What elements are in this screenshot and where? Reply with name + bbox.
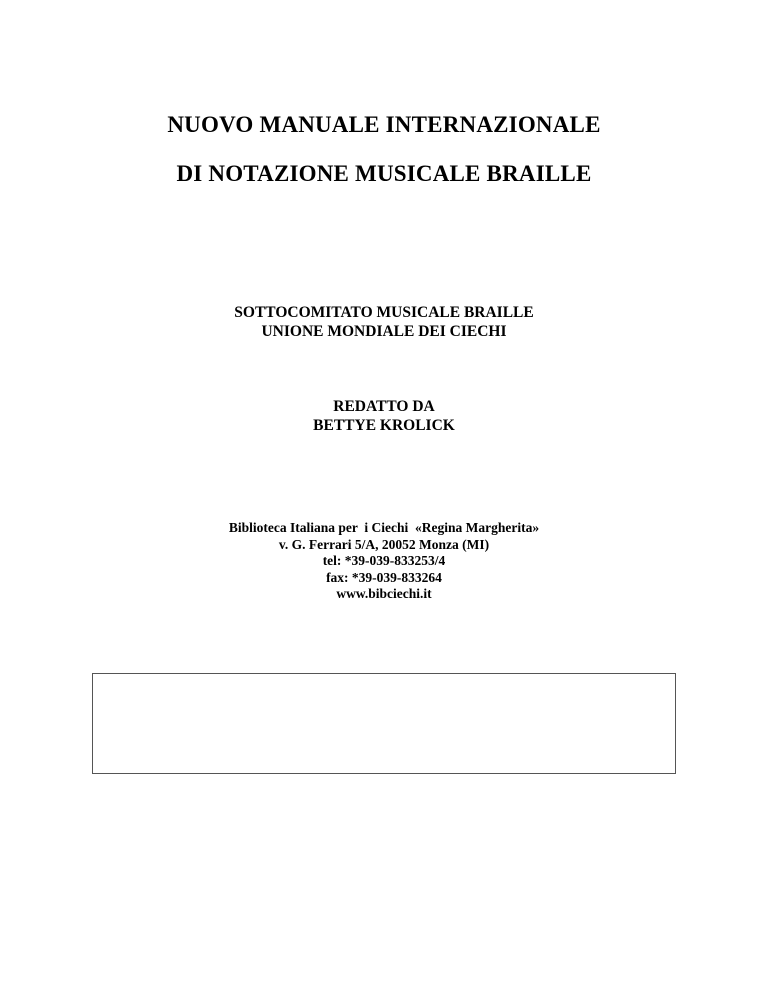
editor-block	[0, 397, 768, 435]
publisher-name: Biblioteca Italiana per i Ciechi «Regina Margherita»	[228, 520, 540, 535]
empty-bordered-box	[92, 673, 676, 774]
publisher-block	[0, 520, 768, 603]
title-line-2: DI NOTAZIONE MUSICALE BRAILLE	[176, 161, 592, 186]
publisher-address: v. G. Ferrari 5/A, 20052 Monza (MI)	[278, 536, 490, 552]
title-line-1: NUOVO MANUALE INTERNAZIONALE	[167, 112, 601, 137]
publisher-tel: tel: *39-039-833253/4	[322, 553, 446, 568]
organization-line-2: UNIONE MONDIALE DEI CIECHI	[261, 323, 507, 340]
publisher-website: www.bibciechi.it	[336, 586, 432, 601]
publisher-fax: fax: *39-039-833264	[326, 569, 442, 585]
organization-line-1: SOTTOCOMITATO MUSICALE BRAILLE	[234, 304, 534, 321]
editor-label: REDATTO DA	[333, 398, 435, 415]
organization-block	[0, 303, 768, 341]
editor-name: BETTYE KROLICK	[313, 417, 455, 434]
